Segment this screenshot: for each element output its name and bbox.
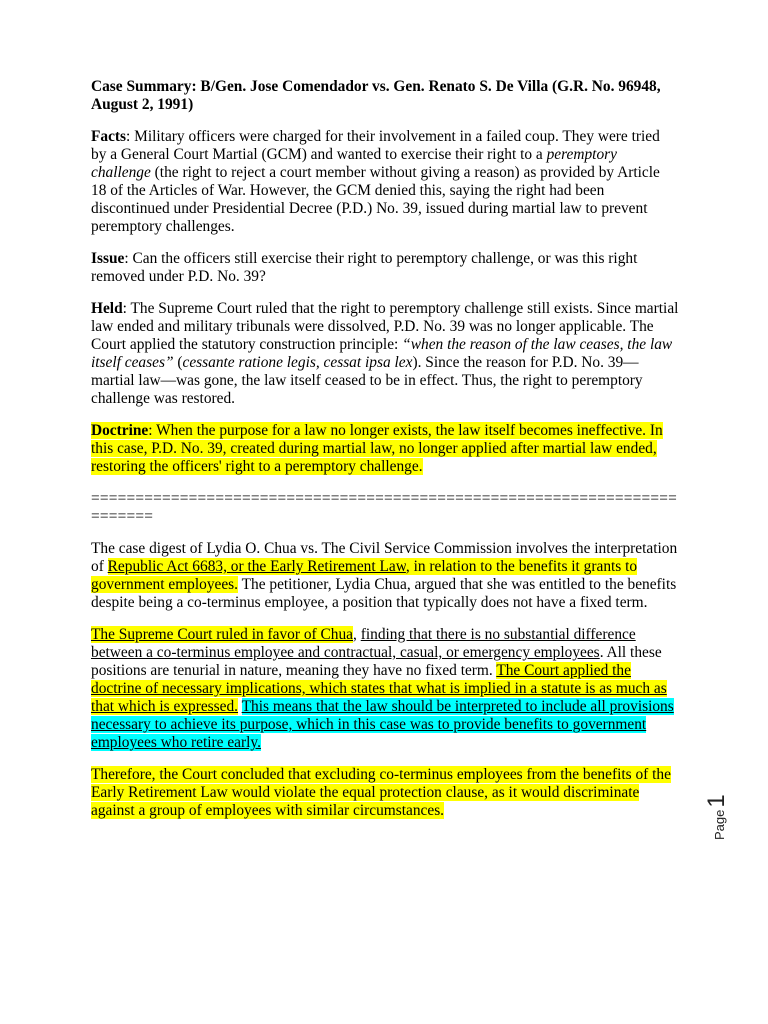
chua-ruling-yellow-underline: The Court applied the doctrine of necessary implications, which states that what is implied in a statute is as much as that which is expressed. bbox=[91, 662, 667, 715]
issue-text: : Can the officers still exercise their right to peremptory challenge, or was this right removed under P.D. No. 39? bbox=[91, 250, 638, 285]
held-text-1: : The Supreme Court ruled that the right to peremptory challenge still exists. Since martial law ended and military tribunals were dissolved, P.D. No. 39 was no longer applicable. The Court applied the statutory construction principle: bbox=[91, 300, 679, 353]
held-italic-1: “when the reason of the law ceases, the law itself ceases” bbox=[91, 336, 673, 371]
chua-intro-highlight-rest: in relation to the benefits it grants to government employees. bbox=[91, 558, 638, 593]
case-title: Case Summary: B/Gen. Jose Comendador vs. Gen. Renato S. De Villa (G.R. No. 96948, August 2, 1991) bbox=[91, 78, 661, 113]
conclusion-highlight: Therefore, the Court concluded that excluding co-terminus employees from the benefits of the Early Retirement Law would violate the equal protection clause, as it would discriminate against a group of employees with similar circumstances. bbox=[91, 766, 671, 819]
doctrine-label: Doctrine bbox=[91, 422, 149, 439]
chua-intro-highlight-underline: Republic Act 6683, or the Early Retirement Law bbox=[107, 558, 406, 575]
facts-label: Facts bbox=[91, 128, 127, 145]
conclusion-paragraph bbox=[91, 766, 679, 820]
chua-ruling-text-1: , bbox=[353, 626, 361, 643]
page-number-label: Page bbox=[712, 809, 727, 840]
chua-ruling-cyan-underline: This means that the law should be interpreted to include all provisions necessary to achieve its purpose, which in this case was to provide benefits to government employees who retire early. bbox=[91, 698, 674, 751]
doctrine-text: : When the purpose for a law no longer exists, the law itself becomes ineffective. In this case, P.D. No. 39, created during martial law, no longer applied after martial law ended, restoring the officers' right to a peremptory challenge. bbox=[91, 422, 663, 475]
held-text-2: ( bbox=[173, 354, 183, 371]
facts-paragraph bbox=[91, 128, 679, 236]
chua-intro-text-2: The petitioner, Lydia Chua, argued that she was entitled to the benefits despite being a co-terminus employee, a position that typically does not have a fixed term. bbox=[91, 576, 677, 611]
facts-italic: peremptory challenge bbox=[91, 146, 617, 181]
document-body bbox=[91, 78, 679, 834]
page-number-digit: 1 bbox=[703, 794, 730, 808]
page-number-rotated bbox=[703, 794, 745, 840]
chua-ruling-underline: finding that there is no substantial difference between a co-terminus employee and contractual, casual, or emergency employees bbox=[91, 626, 636, 661]
held-text-3: ). Since the reason for P.D. No. 39—martial law—was gone, the law itself ceased to be in effect. Thus, the right to peremptory challenge was restored. bbox=[91, 354, 643, 407]
chua-intro-highlight-comma: , bbox=[405, 558, 410, 575]
page-number bbox=[703, 794, 745, 840]
chua-ruling-highlight: The Supreme Court ruled in favor of Chua bbox=[91, 626, 354, 643]
issue-label: Issue bbox=[91, 250, 125, 267]
held-paragraph bbox=[91, 300, 679, 408]
chua-ruling-paragraph bbox=[91, 626, 679, 752]
doctrine-highlight bbox=[91, 422, 663, 475]
issue-paragraph bbox=[91, 250, 679, 286]
chua-intro-text-1: The case digest of Lydia O. Chua vs. The Civil Service Commission involves the interpretation of bbox=[91, 540, 678, 575]
chua-ruling-text-2: . All these positions are tenurial in nature, meaning they have no fixed term. bbox=[91, 644, 662, 679]
held-italic-2: cessante ratione legis, cessat ipsa lex bbox=[182, 354, 413, 371]
facts-text-2: (the right to reject a court member without giving a reason) as provided by Article 18 of the Articles of War. However, the GCM denied this, saying the right had been discontinued under Presidential Decree (P.D.) No. 39, issued during martial law to prevent peremptory challenges. bbox=[91, 164, 660, 235]
section-divider: ========================================================================= bbox=[91, 490, 678, 525]
held-label: Held bbox=[91, 300, 123, 317]
facts-text-1: : Military officers were charged for their involvement in a failed coup. They were tried by a General Court Martial (GCM) and wanted to exercise their right to a bbox=[91, 128, 660, 163]
doctrine-paragraph bbox=[91, 422, 679, 476]
chua-intro-paragraph bbox=[91, 540, 679, 612]
